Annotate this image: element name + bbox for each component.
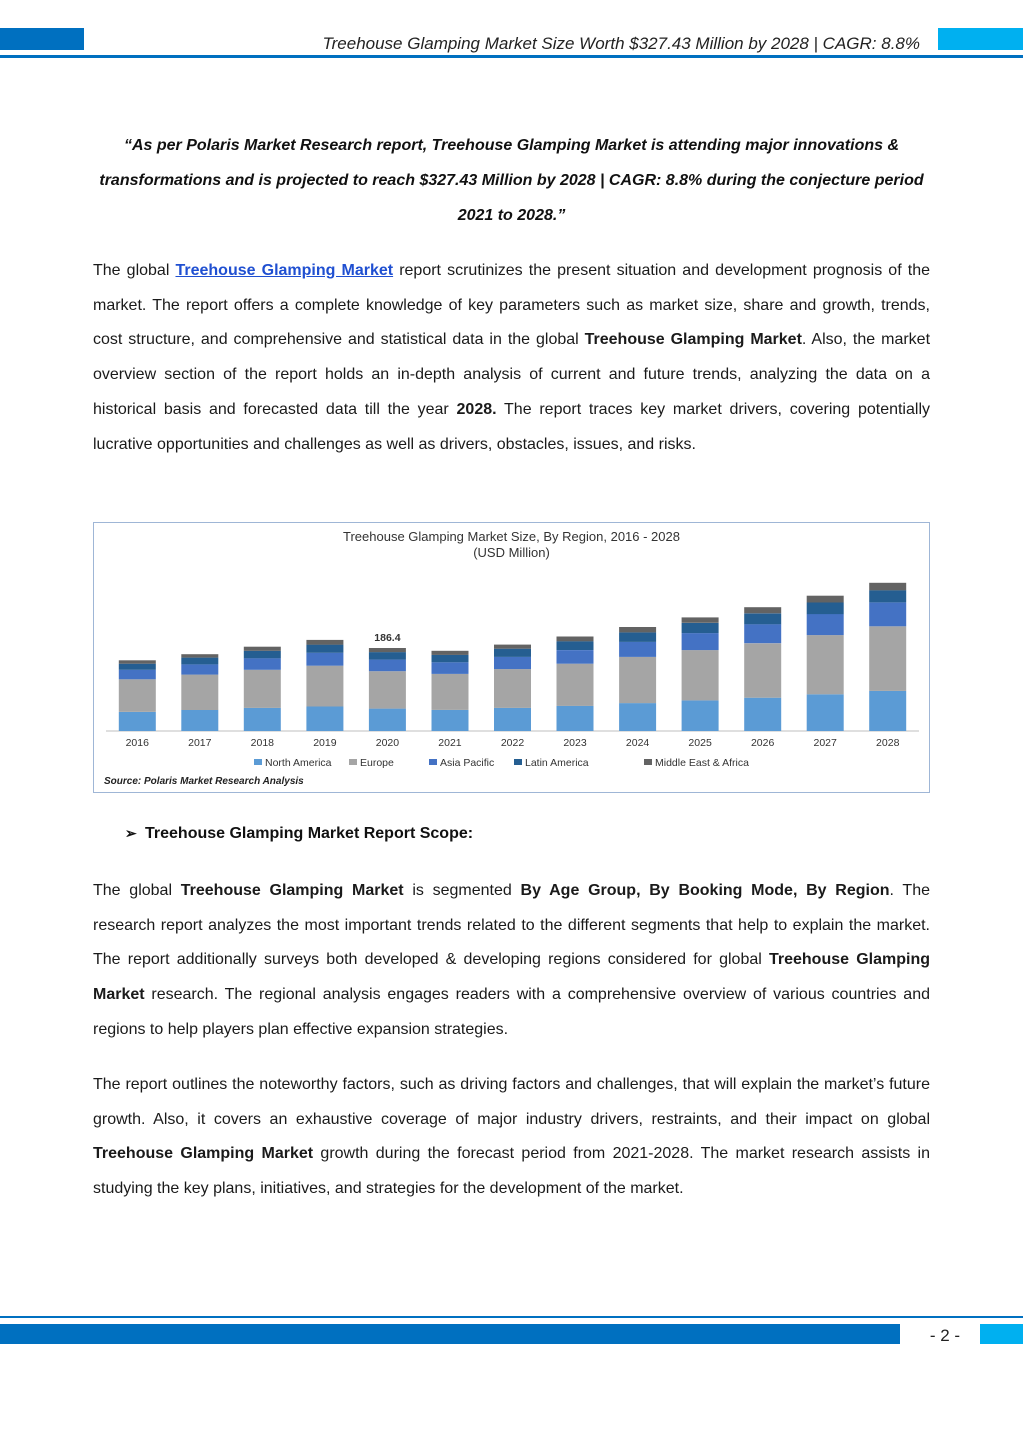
bar-segment [869,603,906,627]
x-tick-label: 2023 [563,737,587,749]
bar-segment [181,658,218,665]
chart-title: Treehouse Glamping Market Size, By Region, 2016 - 2028 [343,529,680,544]
factors-paragraph [93,1068,930,1207]
chart-figure [93,522,930,793]
bar-segment [744,698,781,731]
bar-segment [494,669,531,708]
bar-segment [557,650,594,664]
bar-segment [744,624,781,643]
bar-segment [682,633,719,650]
bar-segment [619,657,656,703]
bar-segment [369,648,406,652]
bar-segment [744,613,781,624]
x-tick-label: 2018 [250,737,275,749]
intro-text-1: The global [93,262,176,279]
x-tick-label: 2020 [375,737,400,749]
bar-segment [744,643,781,697]
bar-segment [369,671,406,708]
seg-text-3: . The research report analyzes the most important trends related to the different segments that help to explain the market. The report additionally surveys both developed & developing regions considered for global [93,882,930,969]
seg-text-4: research. The regional analysis engages readers with a comprehensive overview of various countries and regions to help players plan effective expansion strategies. [93,986,930,1038]
bar-segment [369,660,406,672]
header-title: Treehouse Glamping Market Size Worth $327.43 Million by 2028 | CAGR: 8.8% [322,34,920,53]
scope-heading [125,825,473,843]
x-tick-label: 2025 [688,737,712,749]
legend-label: Europe [360,757,394,769]
bar-segment [869,691,906,731]
fac-text-1: The report outlines the noteworthy factors, such as driving factors and challenges, that will explain the market’s future growth. Also, it covers an exhaustive coverage of major industry drivers, restraints, and their impact on global [93,1076,930,1128]
bar-segment [306,666,343,707]
bar-segment [619,642,656,657]
x-tick-label: 2016 [125,737,149,749]
bar-segment [557,637,594,642]
bar-segment [181,654,218,657]
legend-swatch [644,759,652,765]
bar-segment [494,649,531,657]
legend-label: Asia Pacific [440,757,495,769]
seg-text-1: The global [93,882,181,899]
bar-segment [244,647,281,651]
bar-segment [119,679,156,712]
bar-segment [432,674,469,710]
footer-accent-left [0,1324,900,1344]
bar-segment [807,635,844,694]
seg-bold-2: By Age Group, By Booking Mode, By Region [520,882,890,899]
bar-segment [494,657,531,669]
legend-label: North America [265,757,332,769]
header-rule [0,55,1023,58]
bar-segment [181,675,218,710]
bar-segment [432,662,469,674]
bar-segment [869,590,906,602]
x-tick-label: 2028 [876,737,900,749]
header-accent-left [0,28,84,50]
seg-bold-3: Treehouse Glamping Market [93,951,930,1004]
bar-segment [306,707,343,732]
bar-segment [869,626,906,691]
chart-plot [94,523,929,773]
bar-segment [619,627,656,632]
bar-segment [682,700,719,731]
seg-bold-1: Treehouse Glamping Market [180,882,404,899]
intro-text-3: . Also, the market overview section of the report holds an in-depth analysis of current and future trends, analyzing the data on a historical basis and forecasted data till the year [93,331,931,418]
intro-text-2: report scrutinizes the present situation and development prognosis of the market. The report offers a complete knowledge of key parameters such as market size, share and growth, trends, cost structure, and comprehensive and statistical data in the global [93,262,930,349]
bar-segment [619,632,656,642]
bar-segment [807,596,844,603]
fac-text-2: growth during the forecast period from 2021-2028. The market research assists in studying the key plans, initiatives, and strategies for the development of the market. [93,1145,931,1198]
bar-segment [119,712,156,731]
segment-paragraph [93,874,930,1048]
bar-segment [869,583,906,591]
bar-segment [557,706,594,731]
data-label: 186.4 [374,632,401,644]
x-tick-label: 2019 [313,737,337,749]
intro-bold-year: 2028. [456,400,497,418]
bar-segment [119,664,156,670]
x-tick-label: 2021 [438,737,462,749]
page-number: - 2 - [929,1326,961,1345]
x-tick-label: 2024 [625,737,650,749]
intro-bold-1: Treehouse Glamping Market [584,331,802,349]
legend-label: Middle East & Africa [655,757,749,769]
bar-segment [306,640,343,645]
x-tick-label: 2027 [813,737,837,749]
bar-segment [432,651,469,655]
bar-segment [432,655,469,663]
bar-segment [682,617,719,622]
x-tick-label: 2026 [750,737,775,749]
legend-swatch [349,759,357,765]
bar-segment [807,614,844,635]
bar-segment [619,703,656,731]
bar-segment [119,660,156,663]
bar-segment [369,709,406,731]
legend-label: Latin America [525,757,589,769]
bar-segment [682,650,719,700]
bar-segment [432,710,469,731]
fac-bold-1: Treehouse Glamping Market [93,1145,314,1163]
market-link[interactable]: Treehouse Glamping Market [175,262,394,279]
bar-segment [494,645,531,649]
bar-segment [744,607,781,613]
chart-subtitle: (USD Million) [473,545,550,560]
bar-segment [557,664,594,706]
bar-segment [119,670,156,680]
header-accent-right [938,28,1023,50]
bar-segment [306,645,343,653]
bar-segment [181,664,218,674]
bar-segment [244,651,281,659]
bar-segment [807,694,844,731]
bar-segment [244,670,281,708]
bar-segment [306,653,343,666]
intro-text-4: The report traces key market drivers, covering potentially lucrative opportunities and challenges as well as drivers, obstacles, issues, and risks. [93,400,930,453]
x-tick-label: 2017 [188,737,212,749]
chart-source: Source: Polaris Market Research Analysis [104,776,304,787]
bar-segment [181,710,218,731]
bar-segment [807,603,844,615]
legend-swatch [514,759,522,765]
bar-segment [682,623,719,633]
seg-text-2: is segmented [403,882,521,899]
bar-segment [494,708,531,731]
arrow-bullet-icon: ➢ [125,825,137,841]
intro-paragraph [93,254,930,462]
scope-heading-text: Treehouse Glamping Market Report Scope: [145,825,474,842]
legend-swatch [429,759,437,765]
bar-segment [557,641,594,650]
quote-block: “As per Polaris Market Research report, Treehouse Glamping Market is attending major innovations & transformations and is projected to reach $327.43 Million by 2028 | CAGR: 8.8% during the conjecture period 2021 to 2028.” [99,137,924,224]
legend-swatch [254,759,262,765]
bar-segment [244,708,281,731]
footer-accent-right [980,1324,1023,1344]
x-tick-label: 2022 [500,737,525,749]
bar-segment [369,652,406,660]
footer-rule [0,1316,1023,1318]
bar-segment [244,658,281,670]
